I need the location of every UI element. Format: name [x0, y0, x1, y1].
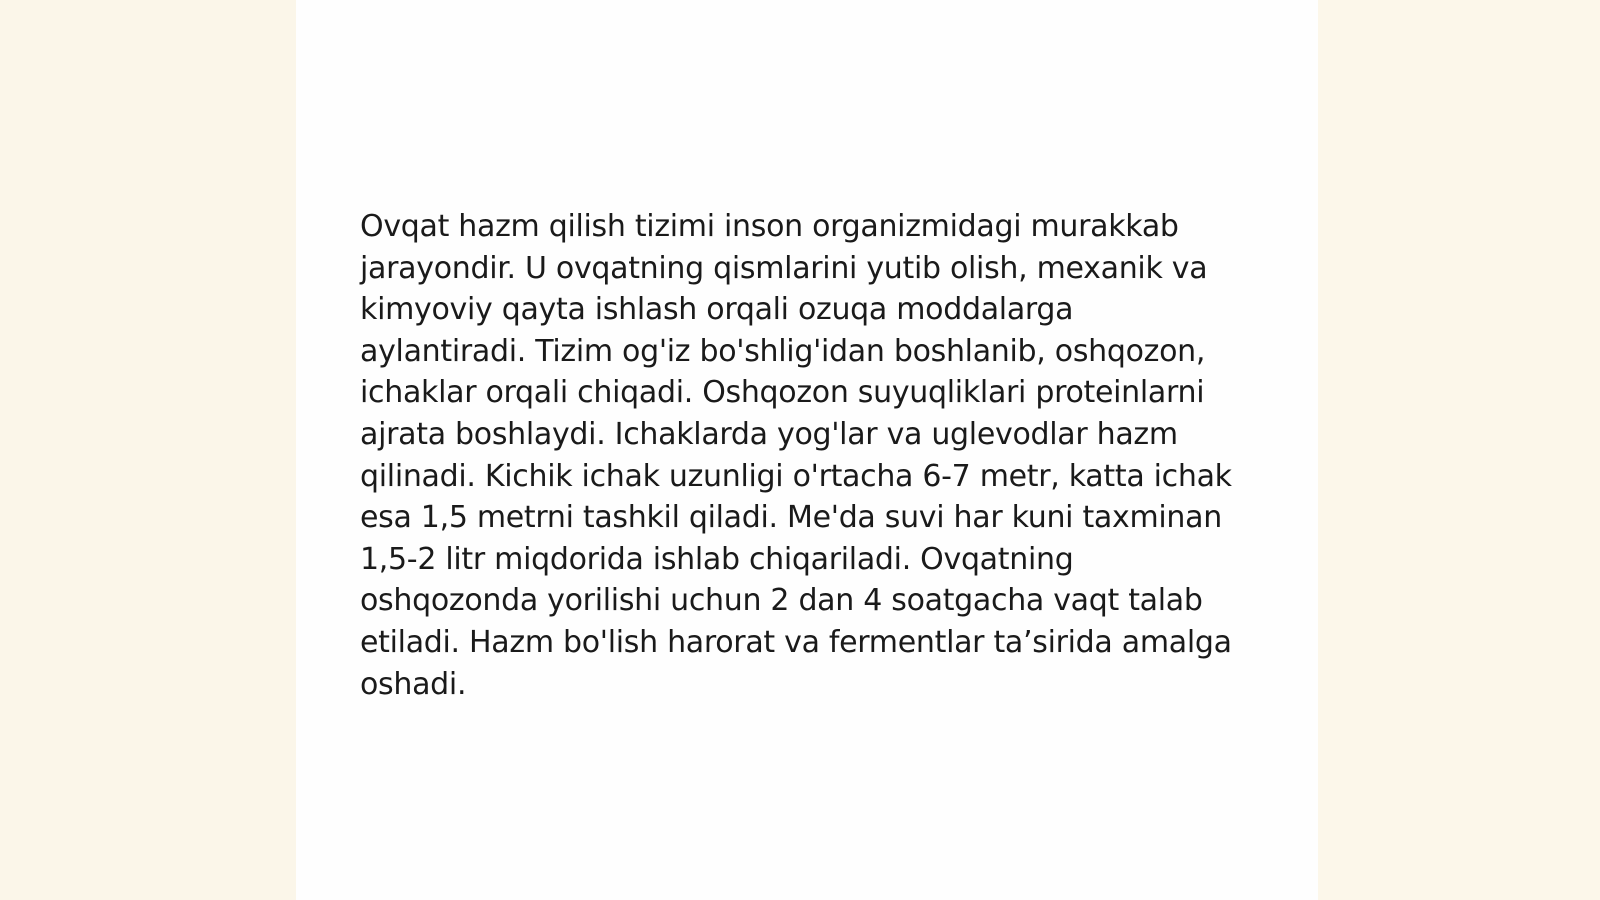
body-paragraph: Ovqat hazm qilish tizimi inson organizmidagi murakkab jarayondir. U ovqatning qismlarini yutib olish, mexanik va kimyoviy qayta ishlash orqali ozuqa moddalarga aylantiradi. Tizim og'iz bo'shlig'idan boshlanib, oshqozon, ichaklar orqali chiqadi. Oshqozon suyuqliklari proteinlarni ajrata boshlaydi. Ichaklarda yog'lar va uglevodlar hazm qilinadi. Kichik ichak uzunligi o'rtacha 6-7 metr, katta ichak esa 1,5 metrni tashkil qiladi. Me'da suvi har kuni taxminan 1,5-2 litr miqdorida ishlab chiqariladi. Ovqatning oshqozonda yorilishi uchun 2 dan 4 soatgacha vaqt talab etiladi. Hazm bo'lish harorat va fermentlar ta’sirida amalga oshadi.	[360, 209, 1232, 702]
left-margin-background	[0, 0, 296, 900]
right-margin-background	[1318, 0, 1600, 900]
document-page	[296, 0, 1318, 900]
